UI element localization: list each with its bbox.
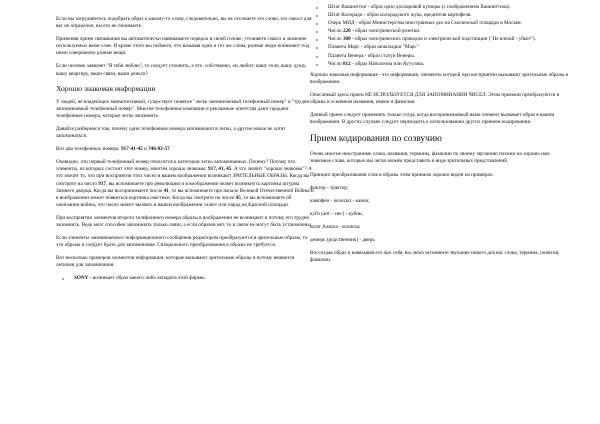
text: - образ электрических проводов и электрической подстанции ("Не влезай - убьет"). bbox=[350, 36, 536, 43]
bold-number: 220 bbox=[342, 28, 351, 35]
section-heading-sound-coding: Прием кодирования по созвучию bbox=[310, 134, 442, 145]
example-list bbox=[310, 4, 568, 68]
bold-number: 812 bbox=[342, 60, 351, 67]
list-item: o Озеро МИД - образ Министерства иностранных дел на Смоленской площади в Москве. bbox=[328, 20, 568, 27]
paragraph bbox=[56, 159, 314, 209]
bold-term: SONY bbox=[74, 275, 89, 282]
text: . А что значит "хорошо знакомы"? А это значит то, что при восприятии этих чисел в вашем воображении возникают ЗРИТЕЛЬНЫЕ ОБРАЗЫ. Когда вы смотрите на число bbox=[56, 166, 312, 187]
example-line: кампфен - колосы) - канна; bbox=[310, 197, 370, 204]
paragraph: Применяя прием связывания вы автоматически навязываете порядок в своей голове, уточняете смысл и значение используемых вами слов. И кроме этого вы поймете, что называя один и тот же слова, разные люди понимают под ними совершенно разные вещи. bbox=[56, 36, 310, 57]
bold-number: 380 bbox=[342, 36, 351, 43]
text: , вы вспоминаете про революцию и в воображении может возникнуть картинка штурма Зимнего дворца. Когда вы воспринимаете число bbox=[56, 180, 300, 194]
text: Вот два телефонных номера: bbox=[56, 146, 122, 153]
text: , то вы вспоминаете про начало Великой Отечественной Войны и в воображении может появиться картинка свастики. Когда вы смотрите на число bbox=[56, 187, 314, 201]
paragraph: Если человек заявляет "Я тебя люблю", то следует уточнить, а что, собственно, он любит: вашу тело, вашу душу, вашу квартиру, ваши связи, ваши деньги? bbox=[56, 63, 307, 77]
list-item: o Планета Марс - образ шоколадки "Марс" bbox=[328, 44, 568, 51]
list-item: o Штат Колорадо - образ колорадского жука, вредителя картофеля. bbox=[328, 12, 568, 19]
phone-number-2: 746-83-57 bbox=[148, 146, 170, 153]
list-item bbox=[328, 36, 568, 43]
example-line: демерь (родственник) - дверь bbox=[310, 236, 375, 243]
example-list bbox=[56, 275, 314, 282]
left-column bbox=[56, 16, 314, 284]
list-item bbox=[328, 61, 568, 68]
bold-number: 45 bbox=[235, 194, 241, 201]
paragraph: Данный прием следует применять только тогда, когда воспринимаемый вами элемент вызывает образ в вашем воображении. В других случаях следует переходить к использованию других приемов кодирования. bbox=[310, 112, 555, 126]
bold-numbers: 917, 41, 45 bbox=[208, 166, 232, 173]
list-item bbox=[74, 275, 314, 282]
paragraph: Хорошо знакомая информация - это информация, элементы которой при восприятии вызывают зрительные образы в воображении. bbox=[310, 71, 568, 85]
paragraph: Давайте разберемся том, почему одни телефонные номера запоминаются легко, а другие никак не хотят запоминаться. bbox=[56, 125, 286, 140]
paragraph: Если вы затрудняетесь подобрать образ к какому-то слову, следовательно, вы не осознаете это слово, его смысл для вас не определен, вы его не понимаете. bbox=[56, 16, 312, 30]
list-item: o Планета Венера - образ статуи Венеры. bbox=[328, 53, 568, 60]
bold-number: 41 bbox=[163, 187, 169, 194]
text: - возникает образ какого-либо аппарата этой фирмы. bbox=[88, 275, 206, 282]
paragraph: Принцип преобразования слов в образы этим приемом хорошо виден на примерах: bbox=[310, 171, 494, 178]
paragraph: Если элементы запоминаемого информационного сообщения редактором преобразуются в зрительные образы, то эти образы и следует брать для запоминания. Специального преобразования в образы не требуется. bbox=[56, 235, 308, 249]
text: - образ электрической розетки. bbox=[350, 28, 421, 35]
example-line: фактор - трактор; bbox=[310, 184, 349, 191]
section-heading-familiar-info: Хорошо знакомая информация bbox=[56, 83, 156, 93]
paragraph: У людей, не владеющих мнемотехникой, существует понятие "легко запоминаемый телефонный номер" и "трудно запоминаемый телефонный номер". Многие телефонные компании и рекламные агентства дают продают телефонные номера, которые легко запомнить. bbox=[56, 98, 310, 119]
right-column bbox=[310, 4, 568, 270]
text: Число bbox=[328, 60, 343, 67]
paragraph: При восприятии элементов второго телефонного номера образы в воображении не возникают и потому его трудно запомнить. Ведь мозг способен запоминать только связи, а если образов нет, то и связи не могут быть установлены. bbox=[56, 214, 313, 228]
example-line: кубэ (анг. - нес) - кубик; bbox=[310, 210, 364, 217]
paragraph: Вот несколько примеров элементов информации, которые вызывают зрительные образы и потому являются легкими для запоминания. bbox=[56, 255, 295, 269]
text: Очевидно, что первый телефонный номер относится к категории легко запоминаемых. Почему? Потому что элементы, из которых состоит этот номер, многим хорошо знакомы: bbox=[56, 159, 296, 173]
text: Число bbox=[328, 28, 343, 35]
text: Число bbox=[328, 36, 343, 43]
text: - образ Наполеона или Кутузова. bbox=[350, 60, 425, 67]
paragraph: Описанный здесь прием НЕ ИСПОЛЬЗУЕТСЯ ДЛЯ ЗАПОМИНАНИЯ ЧИСЕЛ. Этим приемом преобразуются в образы в основном названия, имена и фамилии. bbox=[310, 91, 560, 106]
list-item: o Штат Вашингтон - образ одно долларовой купюры (с изображением Вашингтона). bbox=[328, 4, 568, 11]
bold-number: 917 bbox=[98, 180, 107, 187]
list-item bbox=[328, 28, 568, 35]
paragraph-phone-numbers bbox=[56, 146, 314, 153]
paragraph: Воссоздав образ и навязывая его про себя, вы легко вспомните звучание нового для вас слова, термина, понятия, фамилии. bbox=[310, 250, 560, 264]
paragraph: Очень многие иностранные слова, названия, термины, фамилии по своему звучанию похожи на хорошо нам знакомые слова, которые мы легко можем представить в виде зрительных представлений. bbox=[310, 151, 550, 165]
text: и bbox=[142, 146, 149, 153]
phone-number-1: 917-41-45 bbox=[121, 146, 143, 153]
text: , то вы вспоминаете об окончании войны, что число может вызвать в вашем воображении салют или парад на Красной площади. bbox=[56, 194, 292, 208]
example-line: штат Аляска - коляска; bbox=[310, 223, 361, 230]
